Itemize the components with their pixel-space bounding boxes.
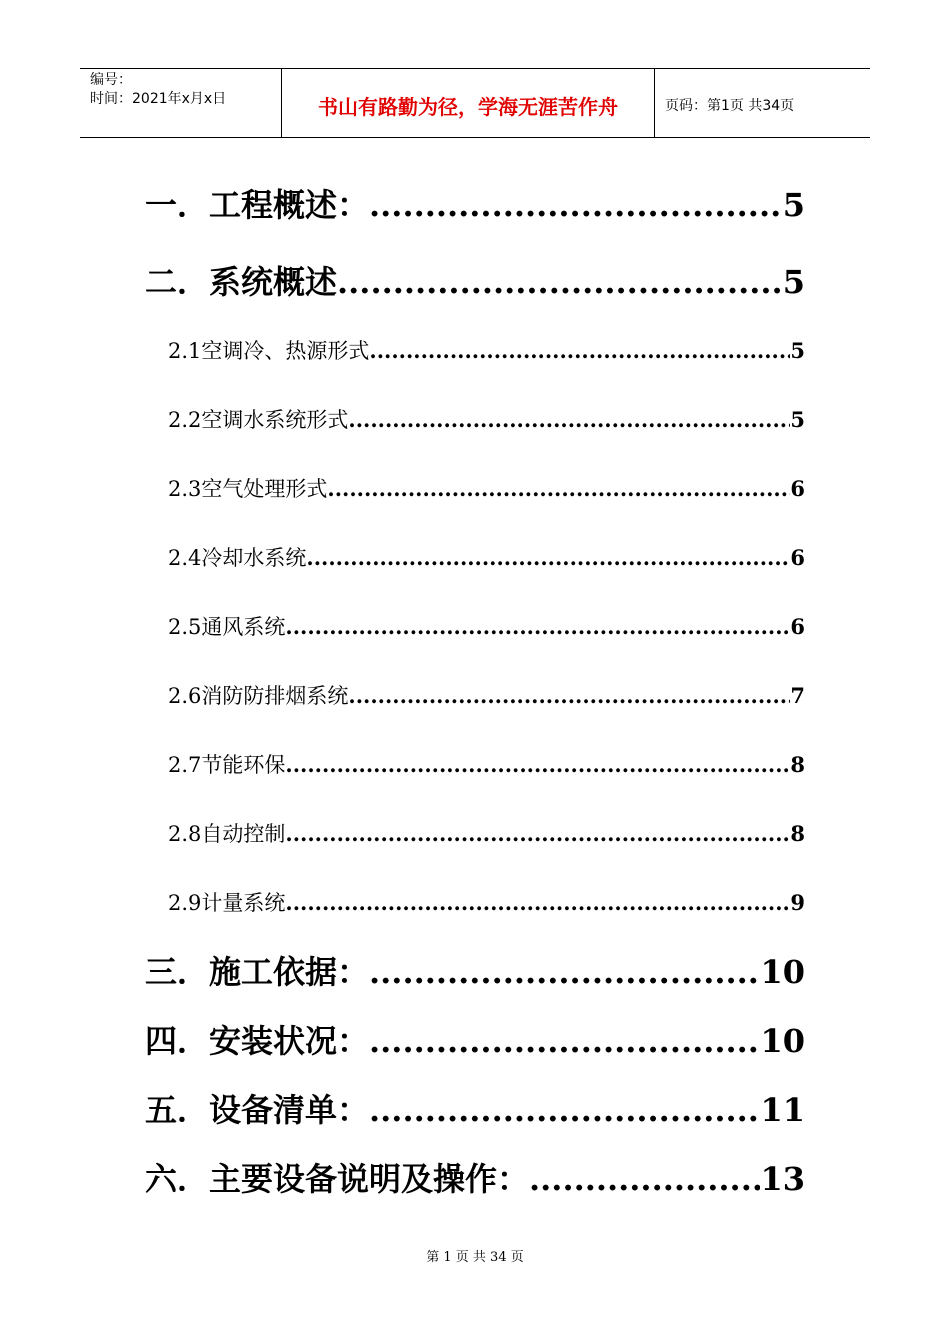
toc-entry-page: 5	[782, 186, 805, 224]
header-motto: 书山有路勤为径，学海无涯苦作舟	[282, 69, 655, 137]
toc-leader-dots	[327, 475, 790, 503]
toc-entry[interactable]	[168, 475, 805, 503]
toc-entry-label: 2.2空调水系统形式	[168, 408, 349, 432]
toc-entry-page: 5	[782, 263, 805, 301]
toc-entry[interactable]	[168, 337, 805, 365]
toc-entry[interactable]	[168, 544, 805, 572]
toc-entry-page: 6	[790, 614, 805, 639]
toc-leader-dots	[285, 820, 790, 848]
toc-leader-dots	[348, 406, 790, 434]
toc-entry-label: 六．主要设备说明及操作：	[145, 1160, 530, 1198]
toc-entry[interactable]	[168, 613, 805, 641]
toc-entry-page: 5	[790, 338, 805, 363]
toc-entry-page: 9	[790, 890, 805, 915]
toc-entry-label: 五．设备清单：	[145, 1091, 370, 1129]
toc-leader-dots	[285, 751, 790, 779]
header-meta	[80, 69, 282, 137]
page-footer: 第 1 页 共 34 页	[426, 1250, 524, 1265]
toc-entry-page: 11	[760, 1091, 805, 1129]
toc-entry-label: 2.6消防防排烟系统	[168, 684, 349, 708]
toc-leader-dots	[337, 262, 783, 302]
toc-entry[interactable]	[168, 406, 805, 434]
toc-entry-label: 二．系统概述	[145, 263, 338, 301]
toc-leader-dots	[348, 682, 790, 710]
toc-leader-dots	[369, 952, 760, 992]
toc-entry[interactable]	[145, 1090, 805, 1130]
toc-leader-dots	[369, 1090, 760, 1130]
toc-entry[interactable]	[145, 262, 805, 302]
toc-entry-label: 一．工程概述：	[145, 186, 370, 224]
toc-entry-page: 10	[760, 953, 805, 991]
toc-entry-label: 2.1空调冷、热源形式	[168, 339, 370, 363]
toc-leader-dots	[285, 613, 790, 641]
toc-entry[interactable]	[145, 1021, 805, 1061]
header-time-label: 时间：2021年x月x日	[90, 91, 227, 107]
toc-entry-page: 8	[790, 752, 805, 777]
header-page-info: 页码：第1页 共34页	[665, 98, 795, 114]
toc-entry[interactable]	[168, 682, 805, 710]
toc-entry-label: 2.8自动控制	[168, 822, 286, 846]
toc-entry-label: 2.7节能环保	[168, 753, 286, 777]
toc-entry-page: 8	[790, 821, 805, 846]
toc-leader-dots	[529, 1159, 760, 1199]
toc-entry-page: 10	[760, 1022, 805, 1060]
toc-entry-label: 2.5通风系统	[168, 615, 286, 639]
toc-entry[interactable]	[168, 820, 805, 848]
toc-leader-dots	[306, 544, 790, 572]
toc-entry-page: 13	[760, 1160, 805, 1198]
toc-entry[interactable]	[168, 889, 805, 917]
toc-entry-page: 6	[790, 545, 805, 570]
toc-entry[interactable]	[145, 185, 805, 225]
toc-entry[interactable]	[145, 952, 805, 992]
toc-entry-label: 2.3空气处理形式	[168, 477, 328, 501]
toc-entry-page: 5	[790, 407, 805, 432]
toc-leader-dots	[285, 889, 790, 917]
toc-leader-dots	[369, 1021, 760, 1061]
toc-entry-label: 2.9计量系统	[168, 891, 286, 915]
toc-entry[interactable]	[145, 1159, 805, 1199]
toc-entry-label: 2.4冷却水系统	[168, 546, 307, 570]
page-header	[80, 68, 870, 138]
toc-leader-dots	[369, 185, 783, 225]
toc-entry-page: 6	[790, 476, 805, 501]
toc-entry-page: 7	[790, 683, 805, 708]
toc-entry-label: 四．安装状况：	[145, 1022, 370, 1060]
header-number-label: 编号：	[90, 72, 132, 88]
toc-entry-label: 三．施工依据：	[145, 953, 370, 991]
toc-leader-dots	[369, 337, 790, 365]
toc-entry[interactable]	[168, 751, 805, 779]
